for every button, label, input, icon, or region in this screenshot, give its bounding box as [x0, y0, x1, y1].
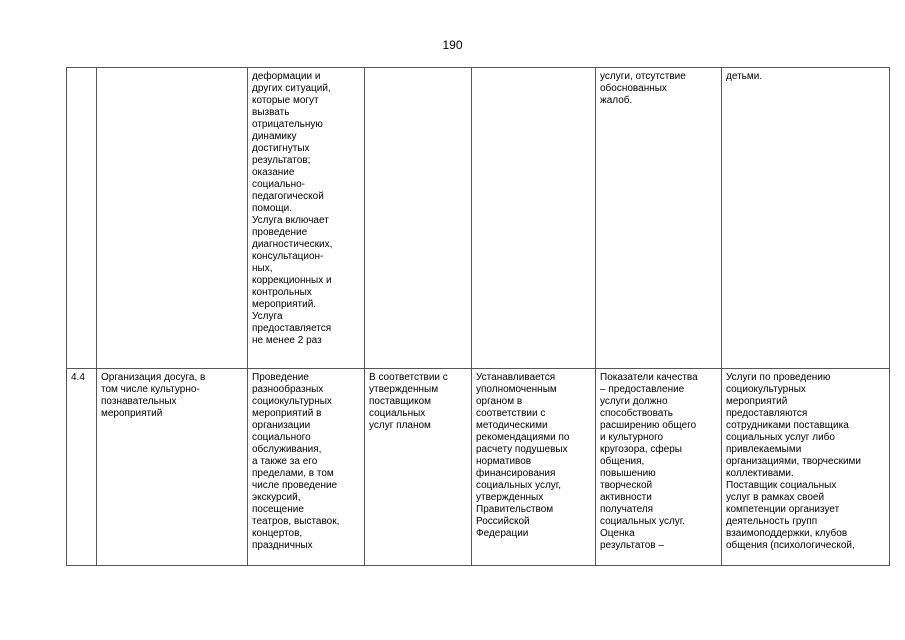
cell-number — [67, 68, 97, 369]
cell-number — [67, 369, 97, 566]
cell-description — [248, 369, 365, 566]
cell-description — [248, 68, 365, 369]
table-row — [67, 369, 890, 566]
cell-conditions-text: Услуги по проведению социокультурных мероприятий предоставляются сотрудниками поставщика социальных услуг либо привлекаемыми организациями, творческими коллективами. Поставщик социальных услуг в рамках своей компетенции организует деятельность групп взаимоподдержки, клубов общения (психологической, — [726, 372, 861, 551]
page-number: 190 — [442, 38, 463, 52]
cell-tariff — [472, 68, 596, 369]
cell-tariff — [472, 369, 596, 566]
cell-timing — [365, 68, 472, 369]
cell-quality-text: услуги, отсутствие обоснованных жалоб. — [600, 71, 686, 106]
table-row — [67, 68, 890, 369]
services-table — [66, 67, 890, 566]
cell-quality-text: Показатели качества – предоставление услуги должно способствовать расширению общего и культурного кругозора, сферы общения, повышению творческой активности получателя социальных услуг. Оценка результатов – — [600, 372, 698, 551]
cell-quality — [596, 369, 722, 566]
cell-timing — [365, 369, 472, 566]
cell-service-name-text: Организация досуга, в том числе культурно- познавательных мероприятий — [101, 372, 206, 419]
cell-timing-text: В соответствии с утвержденным поставщиком социальных услуг планом — [369, 372, 448, 431]
cell-description-text: Проведение разнообразных социокультурных мероприятий в организации социального обслуживания, а также за его пределами, в том числе проведение экскурсий, посещение театров, выставок, концертов, праздничных — [252, 372, 340, 551]
cell-service-name — [97, 68, 248, 369]
cell-conditions — [722, 68, 890, 369]
cell-quality — [596, 68, 722, 369]
cell-conditions — [722, 369, 890, 566]
cell-conditions-text: детьми. — [726, 71, 763, 82]
cell-description-text: деформации и других ситуаций, которые могут вызвать отрицательную динамику достигнутых результатов; оказание социально- педагогической помощи. Услуга включает проведение диагностических, консультацион- ных, коррекционных и контрольных мероприятий. Услуга предоставляется не менее 2 раз — [252, 71, 333, 346]
cell-number-text: 4.4 — [71, 372, 85, 383]
cell-service-name — [97, 369, 248, 566]
cell-tariff-text: Устанавливается уполномоченным органом в соответствии с методическими рекомендациями по расчету подушевых нормативов финансирования социальных услуг, утвержденных Правительством Российской Федерации — [476, 372, 570, 539]
